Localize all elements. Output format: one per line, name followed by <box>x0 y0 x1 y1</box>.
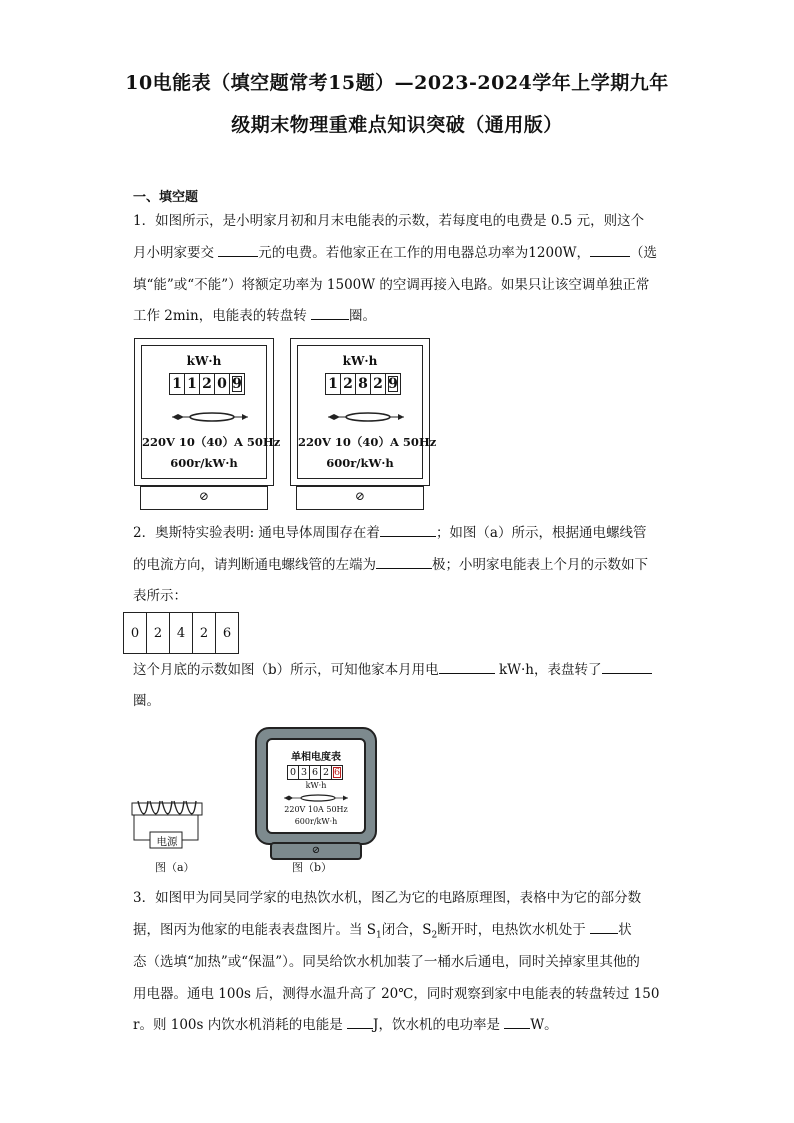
doc-title-line-1: 10电能表（填空题常考15题）—2023-2024学年上学期九年 <box>125 72 669 94</box>
q3-text: r。则 100s 内饮水机消耗的电能是 <box>133 1017 348 1033</box>
meter-digit: 1 <box>326 374 341 394</box>
meter-base <box>140 486 268 510</box>
meter-digit: 0 <box>288 766 299 779</box>
q1-blank-1[interactable] <box>218 244 258 257</box>
q1-text: 圈。 <box>349 308 376 324</box>
q2-text: 2．奥斯特实验表明: 通电导体周围存在着 <box>133 525 380 541</box>
dial-disc-icon <box>326 411 406 423</box>
meter-face <box>266 738 366 834</box>
q3-line-1: 3．如图甲为同昊同学家的电热饮水机，图乙为它的电路原理图，表格中为它的部分数 <box>133 890 642 906</box>
q3-text: J，饮水机的电功率是 <box>373 1017 505 1033</box>
q3-text: 断开时，电热饮水机处于 <box>437 922 591 938</box>
energy-meter-start <box>134 338 281 510</box>
q1-line-3: 填“能”或“不能”）将额定功率为 1500W 的空调再接入电路。如果只让该空调单独正常 <box>133 277 650 293</box>
q1-blank-2[interactable] <box>590 244 630 257</box>
figure-b-caption: 图（b） <box>292 861 333 874</box>
q2-blank-3[interactable] <box>439 661 495 674</box>
q2-line-4 <box>133 661 652 679</box>
last-month-reading-table <box>123 612 239 654</box>
q1-text: （选 <box>630 245 658 261</box>
table-cell: 6 <box>216 613 239 654</box>
q3-text: 闭合，S <box>381 922 432 938</box>
q2-line-1 <box>133 524 647 542</box>
meter-rev-constant: 600r/kW·h <box>326 456 394 470</box>
q1-blank-3[interactable] <box>311 307 349 320</box>
dial-disc-icon <box>282 793 350 803</box>
q2-text: 这个月底的示数如图（b）所示，可知他家本月用电 <box>133 662 439 678</box>
q3-text: 状 <box>618 922 632 938</box>
q3-text: 据，图丙为他家的电能表表盘图片。当 S <box>133 922 377 938</box>
q3-text: W。 <box>530 1017 558 1033</box>
meter-digit: 2 <box>321 766 332 779</box>
figure-a-caption: 图（a） <box>155 861 195 874</box>
meter-face <box>297 345 437 479</box>
meter-digit: 9 <box>230 374 244 394</box>
dial-disc-icon <box>170 411 250 423</box>
meter-digit: 6 <box>333 767 341 778</box>
meter-body <box>134 338 281 486</box>
q3-blank-3[interactable] <box>504 1016 530 1029</box>
meter-rev-constant: 600r/kW·h <box>170 456 238 470</box>
meter-digits <box>325 373 401 395</box>
meter-digit: 9 <box>386 374 400 394</box>
terminal-icon: ⊘ <box>198 489 210 503</box>
meter-digit: 6 <box>310 766 321 779</box>
q3-subscript: 1 <box>376 930 382 941</box>
q2-text: 的电流方向，请判断通电螺线管的左端为 <box>133 557 376 573</box>
q2-blank-2[interactable] <box>376 556 432 569</box>
q3-blank-1[interactable] <box>590 921 618 934</box>
meter-unit: kW·h <box>305 781 327 790</box>
q1-text: 工作 2min，电能表的转盘转 <box>133 308 311 324</box>
meter-face <box>141 345 281 479</box>
doc-title-line-2: 级期末物理重难点知识突破（通用版） <box>231 114 563 136</box>
q3-subscript: 2 <box>431 930 438 941</box>
meter-rev-constant: 600r/kW·h <box>294 817 338 826</box>
q2-blank-4[interactable] <box>602 661 652 674</box>
meter-digits <box>169 373 245 395</box>
meter-digit: 2 <box>341 374 356 394</box>
energy-meter-end <box>290 338 437 510</box>
table-cell: 2 <box>193 613 216 654</box>
q3-line-2 <box>133 921 632 945</box>
power-source-label: 电源 <box>156 836 178 848</box>
meter-unit: kW·h <box>342 354 378 368</box>
meter-rating: 220V 10A 50Hz <box>284 805 348 814</box>
meter-digit: 8 <box>356 374 371 394</box>
meter-digit: 3 <box>299 766 310 779</box>
meter-digit: 1 <box>170 374 185 394</box>
terminal-icon: ⊘ <box>354 489 366 503</box>
meter-body <box>290 338 437 486</box>
q3-line-4: 用电器。通电 100s 后，测得水温升高了 20℃，同时观察到家中电能表的转盘转过 150 <box>133 986 660 1002</box>
terminal-icon: ⊘ <box>270 842 362 860</box>
meter-base <box>296 486 424 510</box>
table-cell: 2 <box>147 613 170 654</box>
q3-blank-2[interactable] <box>347 1016 373 1029</box>
table-cell: 4 <box>170 613 193 654</box>
q1-line-2 <box>133 244 657 262</box>
q2-text: ；如图（a）所示，根据通电螺线管 <box>435 525 647 541</box>
q3-line-5 <box>133 1016 558 1034</box>
table-cell: 0 <box>124 613 147 654</box>
q3-line-3: 态（选填“加热”或“保温”）。同昊给饮水机加装了一桶水后通电，同时关掉家里其他的 <box>133 954 640 970</box>
meter-digit: 0 <box>215 374 230 394</box>
meter-header: 单相电度表 <box>291 752 341 763</box>
q2-blank-1[interactable] <box>380 524 436 537</box>
single-phase-meter <box>255 727 377 845</box>
q2-line-2 <box>133 556 648 574</box>
meter-digit: 2 <box>200 374 215 394</box>
q2-line-5: 圈。 <box>133 693 160 709</box>
q1-line-1: 1．如图所示，是小明家月初和月末电能表的示数，若每度电的电费是 0.5 元，则这个 <box>133 213 645 229</box>
section-heading: 一、填空题 <box>133 190 199 205</box>
q1-text: 月小明家要交 <box>133 245 219 261</box>
meter-digits <box>287 765 343 780</box>
q2-line-3: 表所示： <box>133 588 187 604</box>
q2-text: 极；小明家电能表上个月的示数如下 <box>432 557 648 573</box>
meter-rating: 220V 10（40）A 50Hz <box>298 435 437 449</box>
q1-line-4 <box>133 307 376 325</box>
meter-digit: 2 <box>371 374 386 394</box>
meter-digit: 1 <box>185 374 200 394</box>
q1-text: 元的电费。若他家正在工作的用电器总功率为1200W， <box>258 245 591 261</box>
meter-rating: 220V 10（40）A 50Hz <box>142 435 281 449</box>
q2-text: kW·h，表盘转了 <box>494 662 602 678</box>
meter-unit: kW·h <box>186 354 222 368</box>
